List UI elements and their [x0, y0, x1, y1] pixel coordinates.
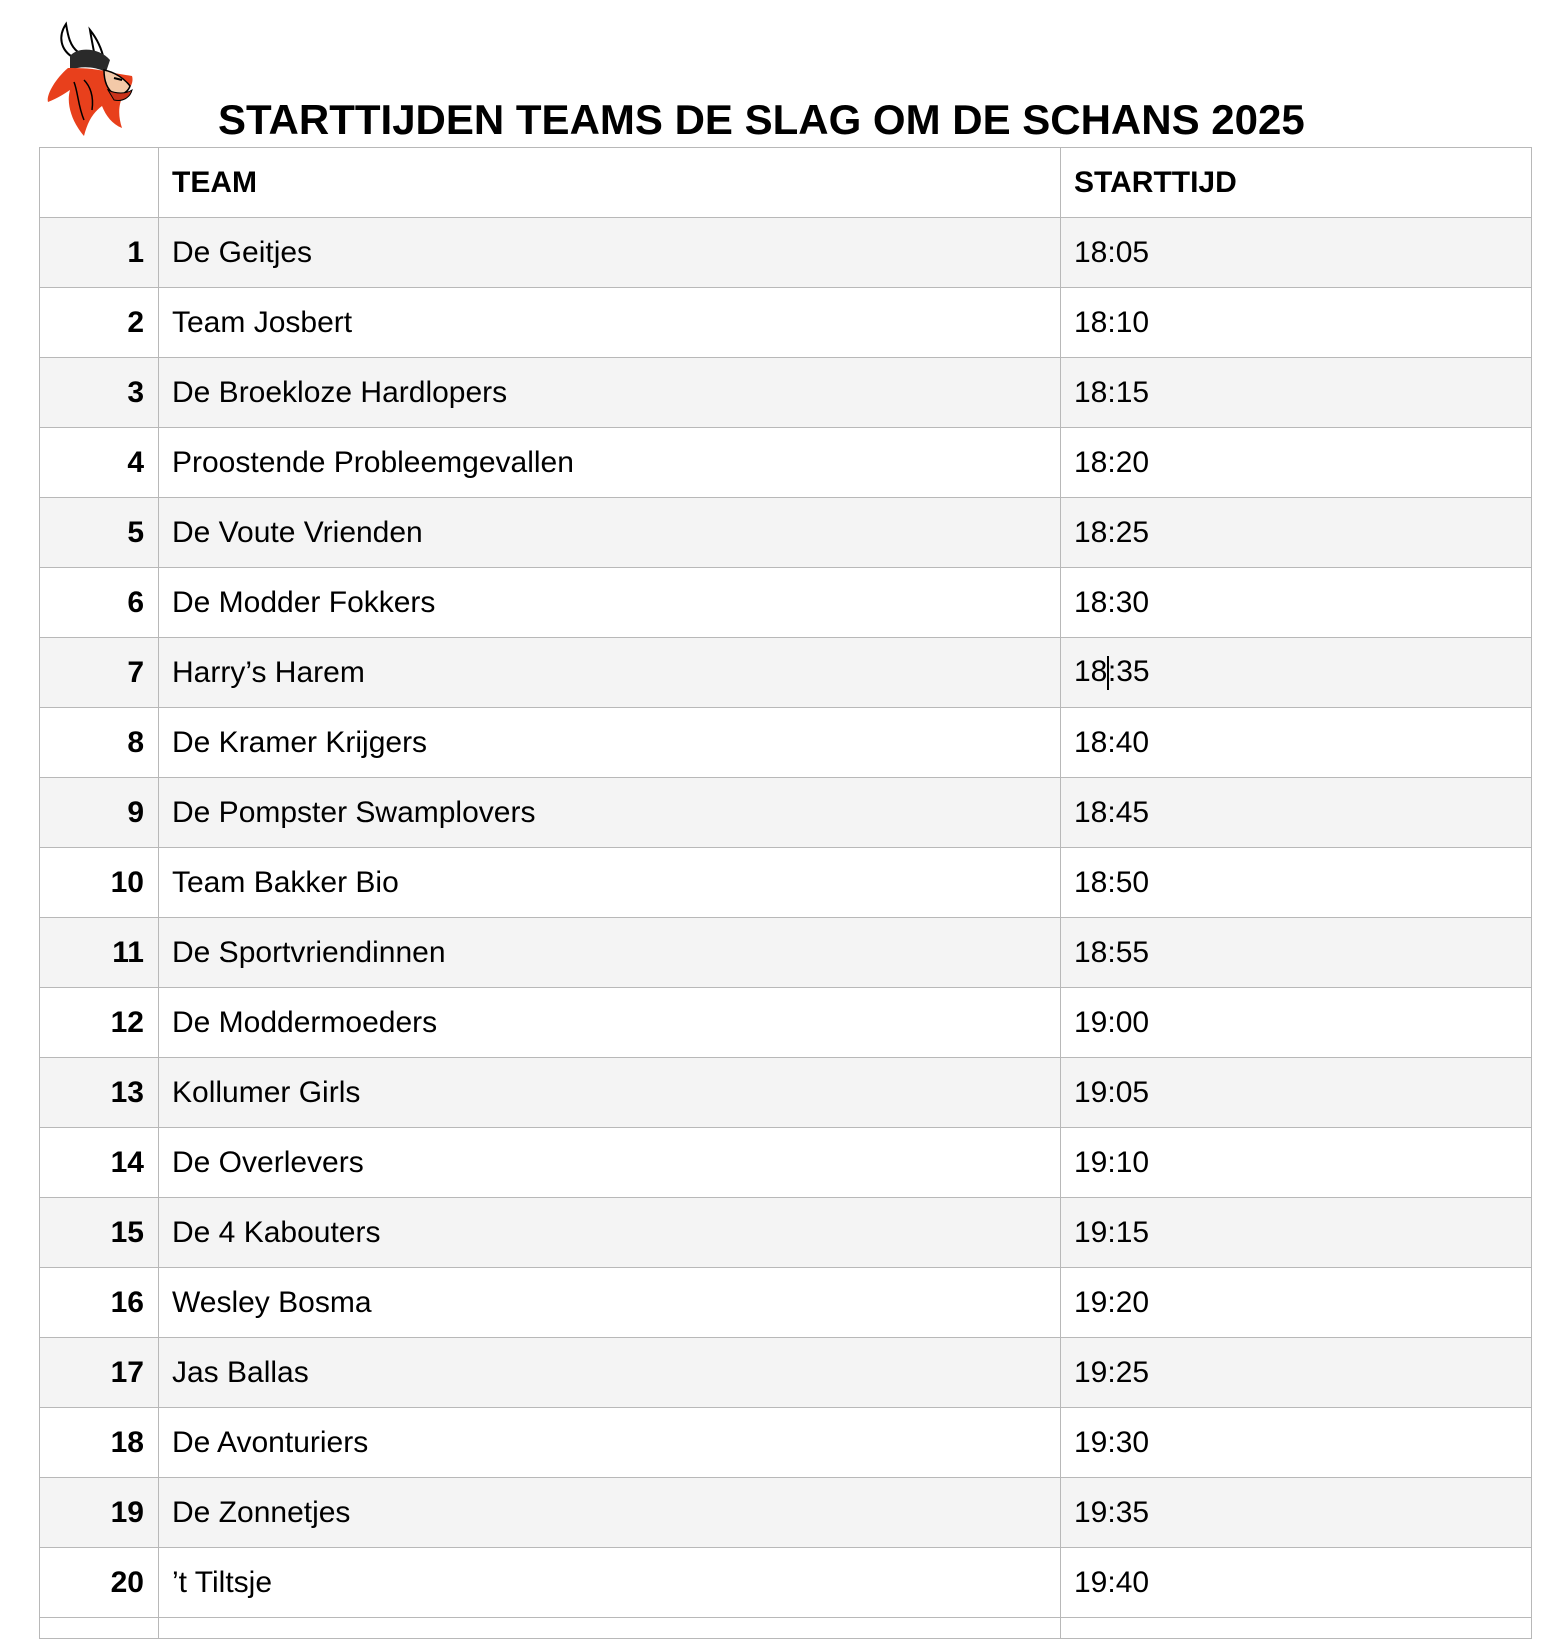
row-number-cell[interactable]: 9	[40, 778, 159, 848]
row-number-cell[interactable]: 18	[40, 1408, 159, 1478]
start-time-cell[interactable]	[1061, 638, 1532, 708]
table-row	[40, 1338, 1532, 1408]
start-time-cell[interactable]: 18:10	[1061, 288, 1532, 358]
table-row	[40, 288, 1532, 358]
table-row-partial	[40, 1618, 1532, 1639]
row-number-cell[interactable]: 2	[40, 288, 159, 358]
table-row	[40, 1058, 1532, 1128]
row-number-cell[interactable]: 12	[40, 988, 159, 1058]
team-name-cell[interactable]: De Sportvriendinnen	[159, 918, 1061, 988]
team-name-cell[interactable]: De 4 Kabouters	[159, 1198, 1061, 1268]
row-number-cell[interactable]: 19	[40, 1478, 159, 1548]
team-name-cell[interactable]: De Moddermoeders	[159, 988, 1061, 1058]
table-row	[40, 428, 1532, 498]
team-name-cell[interactable]: De Zonnetjes	[159, 1478, 1061, 1548]
team-name-cell[interactable]: Team Josbert	[159, 288, 1061, 358]
start-time-cell[interactable]: 18:05	[1061, 218, 1532, 288]
team-name-cell[interactable]: Team Bakker Bio	[159, 848, 1061, 918]
row-number-cell[interactable]: 20	[40, 1548, 159, 1618]
header-team-cell[interactable]: TEAM	[159, 148, 1061, 218]
start-time-cell[interactable]: 19:10	[1061, 1128, 1532, 1198]
team-name-cell[interactable]: Proostende Probleemgevallen	[159, 428, 1061, 498]
empty-cell[interactable]	[1061, 1618, 1532, 1639]
start-time-cell[interactable]: 19:15	[1061, 1198, 1532, 1268]
row-number-cell[interactable]: 16	[40, 1268, 159, 1338]
start-time-after-cursor: :35	[1107, 654, 1150, 688]
start-time-cell[interactable]: 18:25	[1061, 498, 1532, 568]
table-row	[40, 708, 1532, 778]
table-row	[40, 498, 1532, 568]
team-name-cell[interactable]: De Modder Fokkers	[159, 568, 1061, 638]
start-time-cell[interactable]: 19:05	[1061, 1058, 1532, 1128]
start-time-cell[interactable]: 19:20	[1061, 1268, 1532, 1338]
table-row	[40, 358, 1532, 428]
team-name-cell[interactable]: Harry’s Harem	[159, 638, 1061, 708]
viking-head-logo	[44, 20, 138, 138]
team-name-cell[interactable]: Wesley Bosma	[159, 1268, 1061, 1338]
team-name-cell[interactable]: De Broekloze Hardlopers	[159, 358, 1061, 428]
team-name-cell[interactable]: De Overlevers	[159, 1128, 1061, 1198]
document-title: STARTTIJDEN TEAMS DE SLAG OM DE SCHANS 2025	[218, 96, 1305, 143]
table-row	[40, 1548, 1532, 1618]
start-time-cell[interactable]: 19:40	[1061, 1548, 1532, 1618]
table-row	[40, 1198, 1532, 1268]
team-name-cell[interactable]: ’t Tiltsje	[159, 1548, 1061, 1618]
team-name-cell[interactable]: De Pompster Swamplovers	[159, 778, 1061, 848]
table-row	[40, 568, 1532, 638]
row-number-cell[interactable]: 10	[40, 848, 159, 918]
start-time-cell[interactable]: 19:25	[1061, 1338, 1532, 1408]
empty-cell[interactable]	[40, 1618, 159, 1639]
start-time-cell[interactable]: 18:40	[1061, 708, 1532, 778]
table-row	[40, 1268, 1532, 1338]
row-number-cell[interactable]: 11	[40, 918, 159, 988]
team-name-cell[interactable]: De Kramer Krijgers	[159, 708, 1061, 778]
table-row	[40, 1478, 1532, 1548]
row-number-cell[interactable]: 17	[40, 1338, 159, 1408]
row-number-cell[interactable]: 14	[40, 1128, 159, 1198]
start-time-cell[interactable]: 18:45	[1061, 778, 1532, 848]
table-row	[40, 848, 1532, 918]
team-name-cell[interactable]: De Geitjes	[159, 218, 1061, 288]
row-number-cell[interactable]: 7	[40, 638, 159, 708]
start-time-cell[interactable]: 18:20	[1061, 428, 1532, 498]
start-time-cell[interactable]: 18:50	[1061, 848, 1532, 918]
header-number-cell[interactable]	[40, 148, 159, 218]
table-header-row	[40, 148, 1532, 218]
team-name-cell[interactable]: Jas Ballas	[159, 1338, 1061, 1408]
start-time-cell[interactable]: 18:30	[1061, 568, 1532, 638]
start-time-cell[interactable]: 18:55	[1061, 918, 1532, 988]
table-row	[40, 1408, 1532, 1478]
table-row	[40, 638, 1532, 708]
row-number-cell[interactable]: 6	[40, 568, 159, 638]
start-time-cell[interactable]: 19:00	[1061, 988, 1532, 1058]
row-number-cell[interactable]: 13	[40, 1058, 159, 1128]
start-times-table	[39, 147, 1532, 1639]
row-number-cell[interactable]: 1	[40, 218, 159, 288]
row-number-cell[interactable]: 3	[40, 358, 159, 428]
row-number-cell[interactable]: 5	[40, 498, 159, 568]
header-start-time-cell[interactable]: STARTTIJD	[1061, 148, 1532, 218]
start-time-before-cursor: 18	[1074, 654, 1108, 688]
start-time-cell[interactable]: 18:15	[1061, 358, 1532, 428]
start-time-cell[interactable]: 19:35	[1061, 1478, 1532, 1548]
table-row	[40, 918, 1532, 988]
table-row	[40, 218, 1532, 288]
row-number-cell[interactable]: 4	[40, 428, 159, 498]
row-number-cell[interactable]: 15	[40, 1198, 159, 1268]
start-time-cell[interactable]: 19:30	[1061, 1408, 1532, 1478]
team-name-cell[interactable]: De Avonturiers	[159, 1408, 1061, 1478]
empty-cell[interactable]	[159, 1618, 1061, 1639]
team-name-cell[interactable]: Kollumer Girls	[159, 1058, 1061, 1128]
table-row	[40, 988, 1532, 1058]
table-row	[40, 778, 1532, 848]
row-number-cell[interactable]: 8	[40, 708, 159, 778]
team-name-cell[interactable]: De Voute Vrienden	[159, 498, 1061, 568]
table-row	[40, 1128, 1532, 1198]
